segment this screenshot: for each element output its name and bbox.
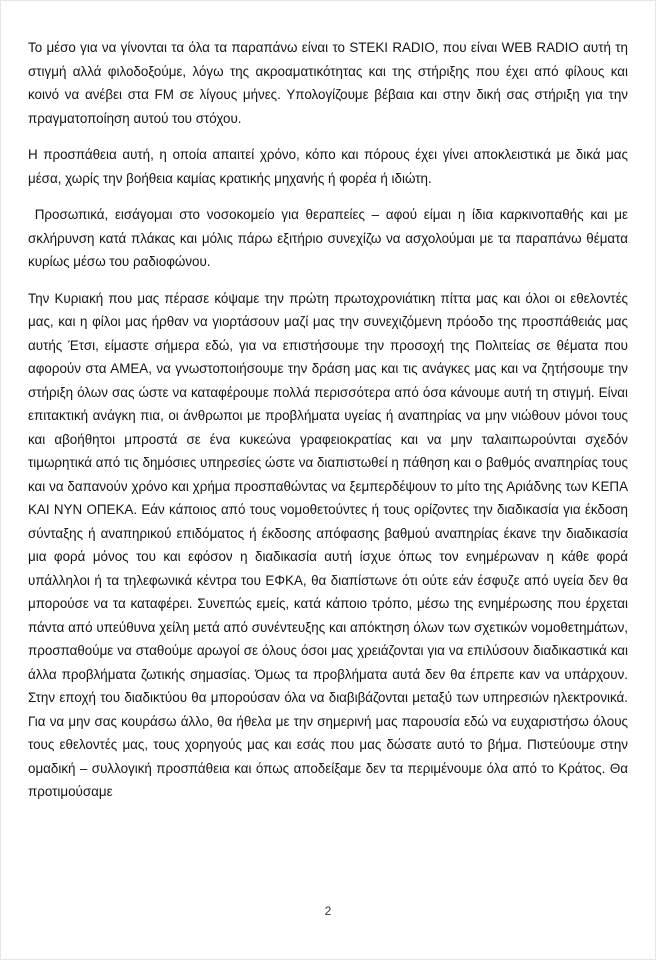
page-number: 2: [324, 904, 332, 918]
paragraph-own-means: Η προσπάθεια αυτή, η οποία απαιτεί χρόνο, κόπο και πόρους έχει γίνει αποκλειστικά με δικά μας μέσα, χωρίς την βοήθεια καμίας κρατικής μηχανής ή φορέα ή ιδιώτη.: [28, 147, 628, 186]
document-body: [28, 36, 628, 817]
paragraph-steki-radio: Το μέσο για να γίνονται τα όλα τα παραπάνω είναι το STEKI RADIO, που είναι WEB RADIO αυτή τη στιγμή αλλά φιλοδοξούμε, λόγω της ακροαματικότητας και της στήριξης που έχει από φίλους και κοινό να ανέβει στα FM σε λίγους μήνες. Υπολογίζουμε βέβαια και στην δική σας στήριξη για την πραγματοποίηση αυτού του στόχου.: [28, 40, 628, 126]
paragraph-sunday-pitta: Την Κυριακή που μας πέρασε κόψαμε την πρώτη πρωτοχρονιάτικη πίττα μας και όλοι οι εθελοντές μας, και η φίλοι μας ήρθαν να γιορτάσουν μαζί μας την συνεχιζόμενη πρόοδο της προσπάθειάς μας αυτής Έτσι, είμαστε σήμερα εδώ, για να επιστήσουμε την προσοχή της Πολιτείας σε θέματα που αφορούν στα ΑΜΕΑ, να γνωστοποιήσουμε την δράση μας και τις ανάγκες μας και να ζητήσουμε την στήριξη όλων σας ώστε να καταφέρουμε πολλά περισσότερα από όσα κάνουμε αυτή τη στιγμή. Είναι επιτακτική ανάγκη πια, οι άνθρωποι με προβλήματα υγείας ή αναπηρίας να μην νιώθουν μόνοι τους και αβοήθητοι μπροστά σε ένα κυκεώνα γραφειοκρατίας και να μην ταλαιπωρούνται σχεδόν τιμωρητικά από τις δημόσιες υπηρεσίες ώστε να διαπιστωθεί η πάθηση και ο βαθμός αναπηρίας τους και να δαπανούν χρόνο και χρήμα προσπαθώντας να ξεμπερδέψουν το μίτο της Αριάδνης των ΚΕΠΑ ΚΑΙ ΝΥΝ ΟΠΕΚΑ. Εάν κάποιος από τους νομοθετούντες ή τους ορίζοντες την διαδικασία για έκδοση σύνταξης ή αναπηρικού επιδόματος ή έκδοσης απόφασης βαθμού αναπηρίας έκανε την διαδικασία μια φορά μόνος του και εφόσον η διαδικασία αυτή ίσχυε όπως τον ενημέρωναν η κάθε φορά υπάλληλοι ή τα τηλεφωνικά κέντρα του ΕΦΚΑ, θα διαπίστωνε ότι ούτε εάν έσφυζε από υγεία δεν θα μπορούσε να τα καταφέρει. Συνεπώς εμείς, κατά κάποιο τρόπο, μέσω της ενημέρωσης που έρχεται πάντα από υπεύθυνα χείλη μετά από συνέντευξης και απόκτηση όλων των σχετικών νομοθετημάτων, προσπαθούμε να σταθούμε αρωγοί σε όλους όσοι μας χρειάζονται για να επιλύσουν διαδικαστικά και άλλα προβλήματα ζωτικής σημασίας. Όμως τα προβλήματα αυτά δεν θα έπρεπε καν να υπάρχουν. Στην εποχή του διαδικτύου θα μπορούσαν όλα να διαβιβάζονται μεταξύ των υπηρεσιών ηλεκτρονικά. Για να μην σας κουράσω άλλο, θα ήθελα με την σημερινή μας παρουσία εδώ να ευχαριστήσω όλους τους εθελοντές μας, τους χορηγούς μας και εσάς που μας δώσατε αυτό το βήμα. Πιστεύουμε στην ομαδική – συλλογική προσπάθεια και όπως αποδείξαμε δεν τα περιμένουμε όλα από το Κράτος. Θα προτιμούσαμε: [28, 290, 628, 799]
paragraph-personal: Προσωπικά, εισάγομαι στο νοσοκομείο για θεραπείες – αφού είμαι η ίδια καρκινοπαθής και με σκλήρυνση κατά πλάκας και μόλις πάρω εξιτήριο συνεχίζω να ασχολούμαι με τα παραπάνω θέματα κυρίως μέσω του ραδιοφώνου.: [28, 207, 628, 269]
